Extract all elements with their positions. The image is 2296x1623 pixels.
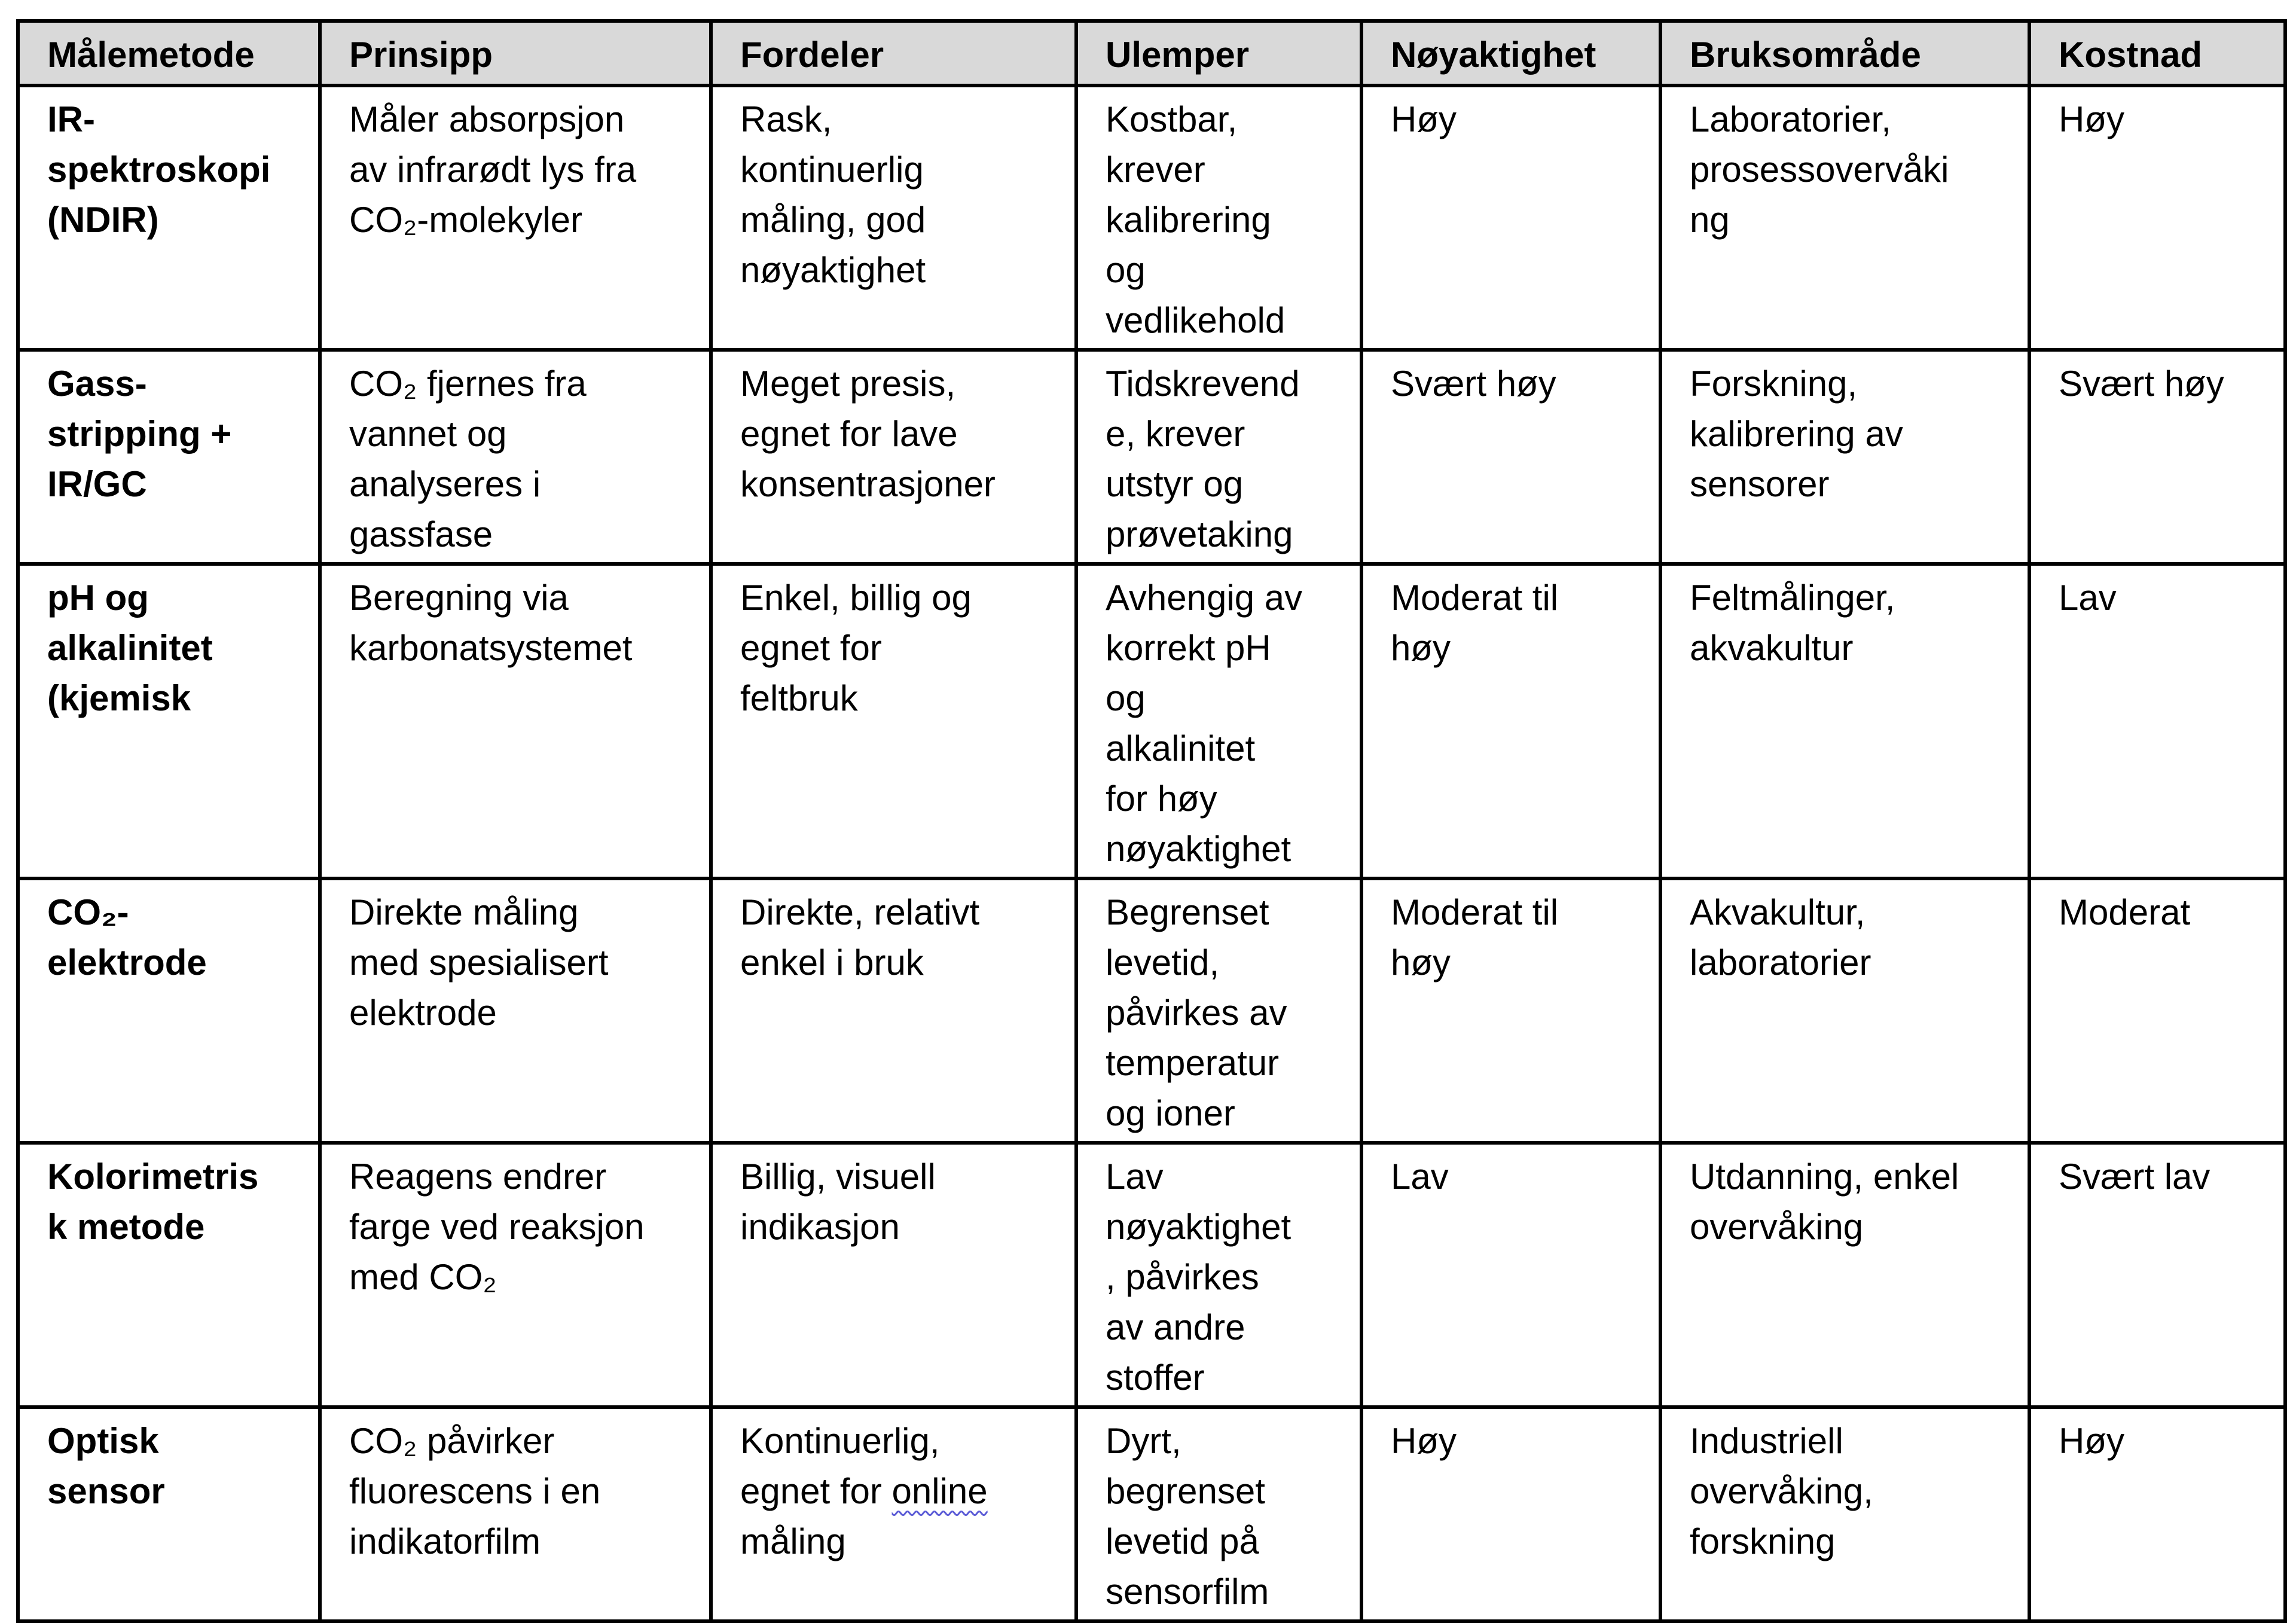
cell-method: CO₂- elektrode — [18, 878, 320, 1143]
cell-bruksomrade: Akvakultur, laboratorier — [1660, 878, 2029, 1143]
cell-method: Kolorimetris k metode — [18, 1143, 320, 1407]
cell-prinsipp: Direkte måling med spesialisert elektrode — [320, 878, 711, 1143]
table-row — [18, 1143, 2285, 1407]
cell-method: pH og alkalinitet (kjemisk — [18, 564, 320, 878]
cell-prinsipp: CO₂ fjernes fra vannet og analyseres i gassfase — [320, 350, 711, 564]
cell-method: Gass- stripping + IR/GC — [18, 350, 320, 564]
cell-ulemper: Kostbar, krever kalibrering og vedlikehold — [1076, 86, 1361, 350]
table-row — [18, 1407, 2285, 1621]
cell-fordeler-text: Kontinuerlig, egnet for — [740, 1421, 940, 1511]
cell-kostnad: Svært høy — [2029, 350, 2285, 564]
cell-fordeler: Direkte, relativt enkel i bruk — [711, 878, 1076, 1143]
cell-kostnad: Høy — [2029, 86, 2285, 350]
cell-bruksomrade: Laboratorier, prosessovervåki ng — [1660, 86, 2029, 350]
table-row — [18, 350, 2285, 564]
cell-fordeler-tail: måling — [740, 1521, 846, 1561]
cell-fordeler: Enkel, billig og egnet for feltbruk — [711, 564, 1076, 878]
cell-method: IR- spektroskopi (NDIR) — [18, 86, 320, 350]
comparison-table — [16, 19, 2287, 1623]
cell-noyaktighet: Høy — [1361, 1407, 1660, 1621]
table-row — [18, 86, 2285, 350]
cell-fordeler — [711, 1407, 1076, 1621]
table-row — [18, 564, 2285, 878]
cell-prinsipp: Reagens endrer farge ved reaksjon med CO₂ — [320, 1143, 711, 1407]
cell-prinsipp: Beregning via karbonatsystemet — [320, 564, 711, 878]
cell-kostnad: Høy — [2029, 1407, 2285, 1621]
header-noyaktighet: Nøyaktighet — [1361, 21, 1660, 86]
cell-ulemper: Dyrt, begrenset levetid på sensorfilm — [1076, 1407, 1361, 1621]
cell-fordeler: Meget presis, egnet for lave konsentrasjoner — [711, 350, 1076, 564]
cell-noyaktighet: Lav — [1361, 1143, 1660, 1407]
table-row — [18, 878, 2285, 1143]
header-malemetode: Målemetode — [18, 21, 320, 86]
cell-bruksomrade: Industriell overvåking, forskning — [1660, 1407, 2029, 1621]
cell-fordeler: Rask, kontinuerlig måling, god nøyaktighet — [711, 86, 1076, 350]
cell-bruksomrade: Feltmålinger, akvakultur — [1660, 564, 2029, 878]
cell-noyaktighet: Svært høy — [1361, 350, 1660, 564]
header-ulemper: Ulemper — [1076, 21, 1361, 86]
cell-ulemper: Begrenset levetid, påvirkes av temperatur og ioner — [1076, 878, 1361, 1143]
cell-bruksomrade: Forskning, kalibrering av sensorer — [1660, 350, 2029, 564]
cell-noyaktighet: Moderat til høy — [1361, 564, 1660, 878]
cell-prinsipp: CO₂ påvirker fluorescens i en indikatorfilm — [320, 1407, 711, 1621]
header-row — [18, 21, 2285, 86]
spellcheck-underlined-word: online — [891, 1471, 988, 1511]
cell-ulemper: Tidskrevend e, krever utstyr og prøvetaking — [1076, 350, 1361, 564]
header-kostnad: Kostnad — [2029, 21, 2285, 86]
header-bruksomrade: Bruksområde — [1660, 21, 2029, 86]
cell-kostnad: Moderat — [2029, 878, 2285, 1143]
cell-kostnad: Svært lav — [2029, 1143, 2285, 1407]
cell-fordeler: Billig, visuell indikasjon — [711, 1143, 1076, 1407]
cell-ulemper: Lav nøyaktighet , påvirkes av andre stoffer — [1076, 1143, 1361, 1407]
cell-noyaktighet: Høy — [1361, 86, 1660, 350]
cell-method: Optisk sensor — [18, 1407, 320, 1621]
header-prinsipp: Prinsipp — [320, 21, 711, 86]
cell-ulemper: Avhengig av korrekt pH og alkalinitet for høy nøyaktighet — [1076, 564, 1361, 878]
cell-noyaktighet: Moderat til høy — [1361, 878, 1660, 1143]
cell-bruksomrade: Utdanning, enkel overvåking — [1660, 1143, 2029, 1407]
cell-kostnad: Lav — [2029, 564, 2285, 878]
header-fordeler: Fordeler — [711, 21, 1076, 86]
cell-prinsipp: Måler absorpsjon av infrarødt lys fra CO₂-molekyler — [320, 86, 711, 350]
